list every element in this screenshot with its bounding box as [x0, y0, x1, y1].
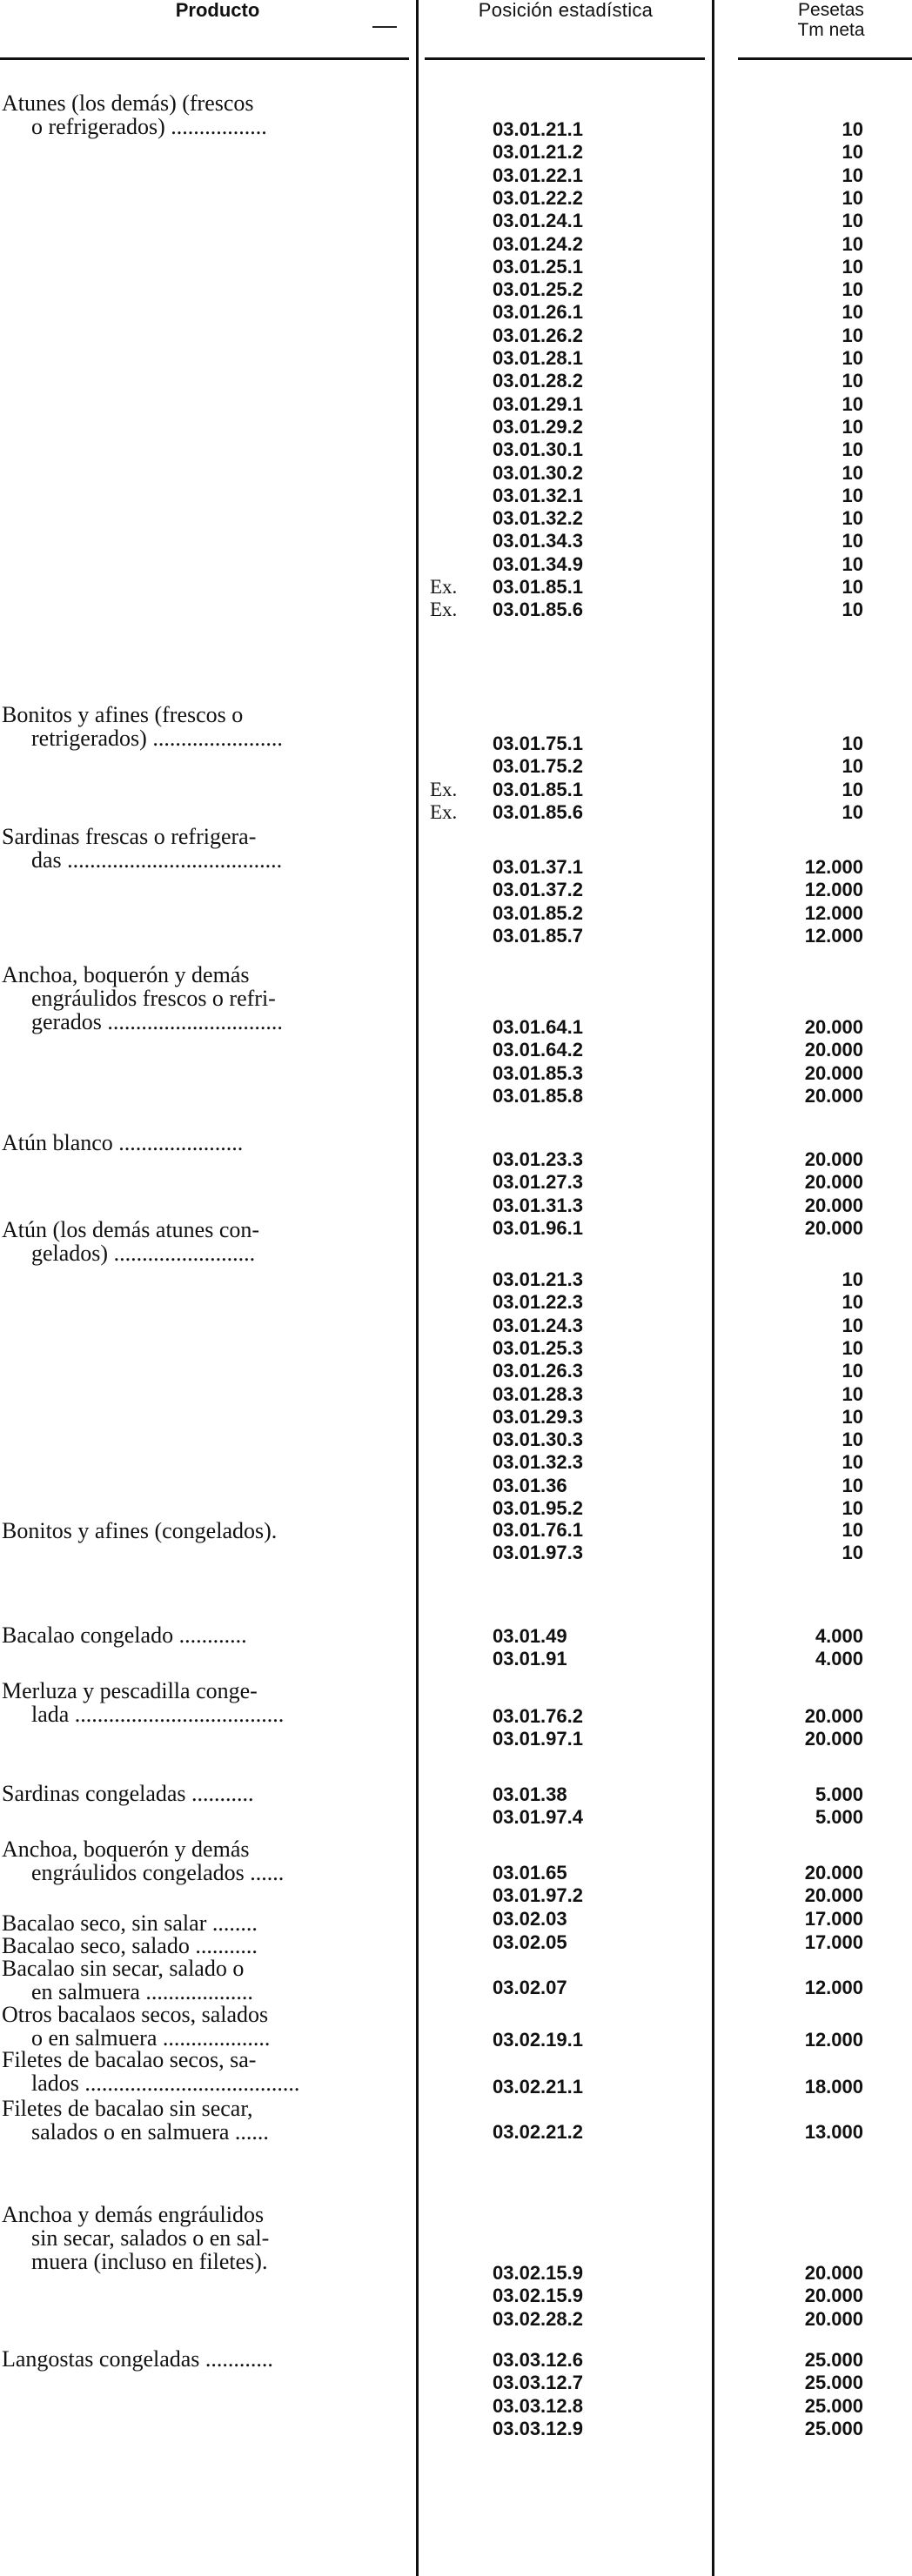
- pesetas-value: 20.000: [804, 1217, 863, 1239]
- statistical-position: 03.01.97.3: [493, 1542, 583, 1563]
- statistical-position: 03.01.36: [493, 1475, 567, 1496]
- statistical-position: 03.01.25.3: [493, 1337, 583, 1359]
- pesetas-value: 20.000: [804, 1016, 863, 1038]
- product-name-line: muera (incluso en filetes).: [31, 2249, 268, 2274]
- statistical-position: 03.03.12.8: [493, 2395, 583, 2417]
- pesetas-value: 4.000: [815, 1648, 863, 1669]
- product-name-line: en salmuera ...................: [31, 1979, 253, 2004]
- pesetas-value: 12.000: [804, 2029, 863, 2051]
- product-name: [2, 1218, 409, 1265]
- product-name-line: Atún blanco ......................: [2, 1130, 244, 1155]
- statistical-position: 03.01.76.1: [493, 1519, 583, 1541]
- product-name-line: sin secar, salados o en sal-: [31, 2225, 270, 2251]
- pesetas-value: 12.000: [804, 1977, 863, 1998]
- pesetas-value: 4.000: [815, 1625, 863, 1647]
- statistical-position: 03.02.21.2: [493, 2121, 583, 2143]
- pesetas-value: 20.000: [804, 1085, 863, 1107]
- statistical-position: 03.01.25.1: [493, 256, 583, 278]
- pesetas-value: 10: [842, 370, 863, 391]
- pesetas-value: 20.000: [804, 1039, 863, 1061]
- statistical-position: 03.01.26.3: [493, 1360, 583, 1382]
- product-name: [2, 703, 409, 750]
- statistical-position: 03.02.15.9: [493, 2285, 583, 2306]
- pesetas-value: 10: [842, 141, 863, 163]
- pesetas-value: 20.000: [804, 1171, 863, 1193]
- product-name-line: lada .....................................: [31, 1702, 285, 1727]
- pesetas-value: 5.000: [815, 1806, 863, 1828]
- statistical-position: 03.01.85.2: [493, 902, 583, 924]
- statistical-position: 03.01.29.2: [493, 416, 583, 438]
- statistical-position: 03.01.24.2: [493, 233, 583, 255]
- statistical-position: 03.01.30.3: [493, 1429, 583, 1450]
- statistical-position: 03.01.38: [493, 1783, 567, 1805]
- pesetas-value: 10: [842, 801, 863, 823]
- statistical-position: 03.02.19.1: [493, 2029, 583, 2051]
- statistical-position: 03.03.12.7: [493, 2372, 583, 2393]
- pesetas-value: 10: [842, 278, 863, 300]
- pesetas-value: 10: [842, 755, 863, 777]
- pesetas-value: 13.000: [804, 2121, 863, 2143]
- statistical-position: 03.01.24.3: [493, 1315, 583, 1336]
- pesetas-value: 20.000: [804, 1148, 863, 1170]
- pesetas-value: 20.000: [804, 2308, 863, 2330]
- pesetas-value: 10: [842, 1337, 863, 1359]
- statistical-position: 03.01.85.1: [493, 576, 583, 598]
- code-prefix: Ex.: [430, 779, 458, 800]
- statistical-position: 03.01.32.1: [493, 485, 583, 506]
- product-name: [2, 1623, 409, 1647]
- pesetas-value: 10: [842, 347, 863, 369]
- pesetas-value: 10: [842, 256, 863, 278]
- pesetas-value: 10: [842, 1497, 863, 1519]
- pesetas-value: 10: [842, 485, 863, 506]
- pesetas-value: 10: [842, 507, 863, 529]
- pesetas-value: 10: [842, 438, 863, 460]
- pesetas-value: 25.000: [804, 2395, 863, 2417]
- product-name-line: lados ......................................: [31, 2071, 300, 2096]
- pesetas-value: 20.000: [804, 1705, 863, 1727]
- statistical-position: 03.01.97.1: [493, 1728, 583, 1750]
- pesetas-value: 10: [842, 553, 863, 575]
- statistical-position: 03.01.27.3: [493, 1171, 583, 1193]
- statistical-position: 03.03.12.9: [493, 2418, 583, 2439]
- pesetas-value: 10: [842, 576, 863, 598]
- pesetas-value: 10: [842, 1451, 863, 1473]
- product-name-line: Merluza y pescadilla conge-: [2, 1678, 258, 1703]
- statistical-position: 03.01.26.2: [493, 325, 583, 346]
- statistical-position: 03.01.30.2: [493, 462, 583, 484]
- statistical-position: 03.01.26.1: [493, 301, 583, 323]
- pesetas-value: 12.000: [804, 925, 863, 947]
- statistical-position: 03.01.22.3: [493, 1291, 583, 1313]
- pesetas-value: 10: [842, 118, 863, 140]
- statistical-position: 03.02.03: [493, 1908, 567, 1930]
- header-rule-pesetas: [738, 57, 912, 60]
- pesetas-value: 12.000: [804, 856, 863, 878]
- pesetas-value: 10: [842, 1360, 863, 1382]
- pesetas-value: 10: [842, 416, 863, 438]
- product-name-line: Anchoa, boquerón y demás: [2, 962, 250, 987]
- header-pesetas: [766, 0, 896, 40]
- pesetas-value: 10: [842, 1519, 863, 1541]
- statistical-position: 03.03.12.6: [493, 2349, 583, 2371]
- product-name-line: gelados) .........................: [31, 1241, 256, 1266]
- product-name-line: Sardinas congeladas ...........: [2, 1781, 254, 1806]
- product-name: [2, 2048, 409, 2095]
- product-name-line: o refrigerados) .................: [31, 114, 267, 139]
- statistical-position: 03.01.96.1: [493, 1217, 583, 1239]
- product-name-line: Filetes de bacalao sin secar,: [2, 2096, 253, 2121]
- pesetas-value: 12.000: [804, 902, 863, 924]
- product-name-line: retrigerados) .......................: [31, 726, 283, 751]
- product-name-line: Atunes (los demás) (frescos: [2, 90, 254, 116]
- statistical-position: 03.01.22.1: [493, 164, 583, 186]
- statistical-position: 03.01.64.1: [493, 1016, 583, 1038]
- header-tick-mark: [372, 26, 397, 28]
- pesetas-value: 20.000: [804, 1862, 863, 1883]
- pesetas-value: 17.000: [804, 1931, 863, 1953]
- statistical-position: 03.01.97.2: [493, 1884, 583, 1906]
- product-name-line: o en salmuera ...................: [31, 2025, 271, 2051]
- statistical-position: 03.02.21.1: [493, 2076, 583, 2098]
- header-posicion: Posición estadística: [478, 0, 654, 21]
- statistical-position: 03.01.29.3: [493, 1406, 583, 1428]
- product-name-line: Langostas congeladas ............: [2, 2346, 273, 2372]
- pesetas-value: 10: [842, 1542, 863, 1563]
- pesetas-value: 10: [842, 187, 863, 209]
- pesetas-value: 10: [842, 1429, 863, 1450]
- code-prefix: Ex.: [430, 576, 458, 598]
- pesetas-value: 10: [842, 164, 863, 186]
- statistical-position: 03.01.28.2: [493, 370, 583, 391]
- pesetas-value: 25.000: [804, 2372, 863, 2393]
- pesetas-value: 17.000: [804, 1908, 863, 1930]
- header-rule-producto: [0, 57, 409, 60]
- product-name-line: salados o en salmuera ......: [31, 2119, 269, 2144]
- product-name-line: Bacalao sin secar, salado o: [2, 1956, 245, 1981]
- pesetas-value: 18.000: [804, 2076, 863, 2098]
- statistical-position: 03.01.22.2: [493, 187, 583, 209]
- header-pesetas-line1: Pesetas: [798, 0, 864, 20]
- statistical-position: 03.01.75.2: [493, 755, 583, 777]
- pesetas-value: 10: [842, 210, 863, 231]
- statistical-position: 03.01.76.2: [493, 1705, 583, 1727]
- product-name: [2, 1131, 409, 1154]
- pesetas-value: 20.000: [804, 1728, 863, 1750]
- pesetas-value: 10: [842, 462, 863, 484]
- product-name-line: Bonitos y afines (congelados).: [2, 1518, 278, 1543]
- statistical-position: 03.01.49: [493, 1625, 567, 1647]
- pesetas-value: 10: [842, 393, 863, 415]
- statistical-position: 03.01.65: [493, 1862, 567, 1883]
- product-name: [2, 1934, 409, 1957]
- statistical-position: 03.01.85.7: [493, 925, 583, 947]
- statistical-position: 03.02.15.9: [493, 2262, 583, 2284]
- product-name-line: Atún (los demás atunes con-: [2, 1217, 260, 1242]
- code-prefix: Ex.: [430, 599, 458, 620]
- statistical-position: 03.01.32.3: [493, 1451, 583, 1473]
- statistical-position: 03.01.21.3: [493, 1268, 583, 1290]
- pesetas-value: 10: [842, 301, 863, 323]
- statistical-position: 03.02.28.2: [493, 2308, 583, 2330]
- statistical-position: 03.01.75.1: [493, 733, 583, 754]
- product-name-line: Anchoa y demás engráulidos: [2, 2202, 265, 2227]
- pesetas-value: 20.000: [804, 1194, 863, 1216]
- product-name-line: Bacalao congelado ............: [2, 1623, 247, 1648]
- header-rule-posicion: [425, 57, 705, 60]
- product-name: [2, 2203, 409, 2273]
- statistical-position: 03.01.91: [493, 1648, 567, 1669]
- statistical-position: 03.02.07: [493, 1977, 567, 1998]
- product-name-line: Anchoa, boquerón y demás: [2, 1837, 250, 1862]
- statistical-position: 03.02.05: [493, 1931, 567, 1953]
- statistical-position: 03.01.95.2: [493, 1497, 583, 1519]
- statistical-position: 03.01.85.1: [493, 779, 583, 800]
- statistical-position: 03.01.21.1: [493, 118, 583, 140]
- pesetas-value: 10: [842, 1406, 863, 1428]
- pesetas-value: 10: [842, 530, 863, 552]
- statistical-position: 03.01.85.8: [493, 1085, 583, 1107]
- product-name-line: Otros bacalaos secos, salados: [2, 2002, 269, 2027]
- statistical-position: 03.01.37.2: [493, 879, 583, 900]
- pesetas-value: 20.000: [804, 2285, 863, 2306]
- product-name-line: Bonitos y afines (frescos o: [2, 702, 244, 727]
- statistical-position: 03.01.32.2: [493, 507, 583, 529]
- pesetas-value: 20.000: [804, 2262, 863, 2284]
- pesetas-value: 20.000: [804, 1062, 863, 1084]
- statistical-position: 03.01.24.1: [493, 210, 583, 231]
- pesetas-value: 10: [842, 779, 863, 800]
- statistical-position: 03.01.31.3: [493, 1194, 583, 1216]
- statistical-position: 03.01.85.3: [493, 1062, 583, 1084]
- product-name-line: das ......................................: [31, 847, 283, 873]
- column-divider-left: [416, 0, 419, 2576]
- statistical-position: 03.01.34.3: [493, 530, 583, 552]
- pesetas-value: 10: [842, 1383, 863, 1405]
- product-name: [2, 2347, 409, 2371]
- product-name-line: Bacalao seco, salado ...........: [2, 1933, 258, 1958]
- statistical-position: 03.01.37.1: [493, 856, 583, 878]
- product-name-line: Filetes de bacalao secos, sa-: [2, 2047, 257, 2072]
- pesetas-value: 10: [842, 1475, 863, 1496]
- statistical-position: 03.01.97.4: [493, 1806, 583, 1828]
- pesetas-value: 10: [842, 1315, 863, 1336]
- statistical-position: 03.01.21.2: [493, 141, 583, 163]
- code-prefix: Ex.: [430, 801, 458, 823]
- statistical-position: 03.01.85.6: [493, 599, 583, 620]
- product-name-line: engráulidos congelados ......: [31, 1860, 285, 1885]
- product-name: [2, 1782, 409, 1805]
- statistical-position: 03.01.34.9: [493, 553, 583, 575]
- product-name: [2, 91, 409, 138]
- pesetas-value: 10: [842, 325, 863, 346]
- product-name: [2, 2003, 409, 2050]
- header-producto: Producto: [175, 0, 260, 21]
- product-name: [2, 825, 409, 872]
- product-name: [2, 1837, 409, 1884]
- pesetas-value: 20.000: [804, 1884, 863, 1906]
- pesetas-value: 25.000: [804, 2418, 863, 2439]
- product-name: [2, 1957, 409, 2004]
- product-name-line: gerados ...............................: [31, 1009, 283, 1034]
- statistical-position: 03.01.29.1: [493, 393, 583, 415]
- product-name: [2, 2097, 409, 2144]
- statistical-position: 03.01.23.3: [493, 1148, 583, 1170]
- pesetas-value: 10: [842, 733, 863, 754]
- pesetas-value: 10: [842, 1291, 863, 1313]
- statistical-position: 03.01.85.6: [493, 801, 583, 823]
- pesetas-value: 25.000: [804, 2349, 863, 2371]
- statistical-position: 03.01.64.2: [493, 1039, 583, 1061]
- statistical-position: 03.01.28.3: [493, 1383, 583, 1405]
- statistical-position: 03.01.25.2: [493, 278, 583, 300]
- product-name: [2, 963, 409, 1034]
- product-name-line: engráulidos frescos o refri-: [31, 986, 276, 1011]
- product-name: [2, 1679, 409, 1726]
- statistical-position: 03.01.30.1: [493, 438, 583, 460]
- product-name: [2, 1911, 409, 1935]
- pesetas-value: 10: [842, 233, 863, 255]
- pesetas-value: 10: [842, 599, 863, 620]
- product-name-line: Sardinas frescas o refrigera-: [2, 824, 257, 849]
- statistical-position: 03.01.28.1: [493, 347, 583, 369]
- pesetas-value: 12.000: [804, 879, 863, 900]
- product-name: [2, 1519, 409, 1542]
- pesetas-value: 10: [842, 1268, 863, 1290]
- column-divider-right: [712, 0, 714, 2576]
- product-name-line: Bacalao seco, sin salar ........: [2, 1910, 258, 1936]
- header-pesetas-line2: Tm neta: [797, 20, 865, 40]
- pesetas-value: 5.000: [815, 1783, 863, 1805]
